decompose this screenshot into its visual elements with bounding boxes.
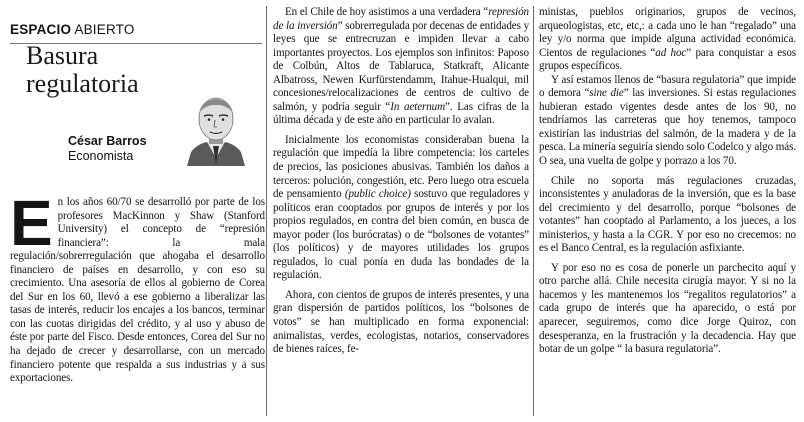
col2-paragraph-2 [273,134,529,283]
col3-p2-b: ” las inversiones. Si estas regulaciones hubieran estado vigentes desde antes de los 90, no tendríamos las carreteras que hoy tenemos, tampoco existirían las industrias del salmón, de la madera y de la pesca. La minería seguiría siendo solo Codelco y algo más. O sea, una vuelta de golpe y porrazo a los 70. [539,87,796,168]
col3-paragraph-3: Chile no soporta más regulaciones cruzadas, inconsistentes y anuladoras de la inversión, que es la base del crecimiento y del desarrollo, porque “bolsones de votantes” han cooptado al Parlamento, a los jueces, a los ministerios, y hasta a la CGR. Y por eso no crecemos: no es el Banco Central, es la regulación asfixiante. [539,174,796,255]
col3-p1-em: ad hoc [655,46,687,59]
section-label-rest: ABIERTO [71,22,135,37]
col3-p1-b: ” para conquistar a esos grupos específicos. [539,46,796,73]
col3-paragraph-2 [539,74,796,169]
col3-p1-a: ministas, pueblos originarios, grupos de vecinos, arqueologistas, etc, etc,: a cada uno le han “regalado” una ley y/o norma que impide alguna actividad económica. Cientos de regulaciones “ [539,6,796,59]
col2-p1-c: ”. Las cifras de la última década y de este año en particular lo avalan. [273,100,529,127]
col3-paragraph-1 [539,6,796,74]
article-column-1 [10,187,265,386]
col3-p2-a: Y así estamos llenos de “basura regulatoria” que impide o demora “ [539,73,796,100]
article-column-3 [539,6,796,357]
headline-line-2: regulatoria [26,69,139,98]
col1-p1-text: n los años 60/70 se desarrolló por parte de los profesores MacKinnon y Shaw (Stanford University) el concepto de “represión financiera”: la mala regulación/sobrerregulación que ahogaba el desarrollo financiero de países en desarrollo, y con eso su crecimiento. Una asesoría de ellos al gobierno de Corea del Sur en los 60, llevó a ese gobierno a liberalizar las tasas de interés, reducir los encajes a los bancos, terminar con las cuotas dirigidas del crédito, y al uso y abuso de éste por parte del Fisco. Desde entonces, Corea del Sur no ha dejado de crecer y desarrollarse, con un mercado financiero potente que respalda a sus industrias y a sus exportaciones. [10,196,265,385]
author-name: César Barros [68,134,147,148]
col3-paragraph-4: Y por eso no es cosa de ponerle un parchecito aquí y otro parche allá. Chile necesita cirugía mayor. Y si no la hacemos y les mantenemos los “regalitos regulatorios” a cada grupo de interés que ha aparecido, o está por aparecer, seguiremos, como dice Jorge Quiroz, con desesperanza, en la frustración y la decadencia. Hay que botar de un golpe “ la basura regulatoria”. [539,261,796,356]
col2-p1-em: represión de la inversión [273,6,529,32]
col2-p1-a: En el Chile de hoy asistimos a una verdadera “ [285,6,489,18]
column-divider-2 [533,6,534,416]
author-role: Economista [68,149,134,163]
col2-p1-em2: In aeternum [390,100,446,113]
article-headline [26,42,139,98]
col2-p2-em: (public choice) [344,188,411,201]
headline-line-1: Basura [26,41,99,70]
col3-p2-em: sine die [589,87,624,100]
section-label [10,22,262,37]
column-divider-1 [266,6,267,416]
col2-paragraph-3: Ahora, con cientos de grupos de interés presentes, y una gran dispersión de partidos políticos, los “bolsones de votos” se han multiplicado en forma exponencial: animalistas, verdes, ecologistas, notarios, conservadores de bienes raíces, fe- [273,288,529,356]
section-label-bold: ESPACIO [10,22,72,37]
article-column-2 [273,6,529,357]
col2-p2-b: sostuvo que reguladores y políticos eran cooptados por grupos de interés y por los propios regulados, en contra del bien común, en busca de mayor poder (los burócratas) o de “bolsones de votantes” (los políticos) y de mayores utilidades los grupos regulados, lo cual ponía en duda las bondades de la regulación. [273,188,530,282]
author-photo [185,92,247,166]
col2-p2-a: Inicialmente los economistas consideraban buena la regulación que impedía la libre competencia: los carteles de precios, las posiciones abusivas. También los daños a terceros: polución, congestión, etc. Pero luego otra escuela de pensamiento [273,133,529,201]
col2-paragraph-1 [273,6,529,128]
drop-cap: E [10,187,53,259]
col2-p1-b: ” sobrerregulada por decenas de entidades y leyes que se entrecruzan e impiden llevar a cabo importantes proyectos. Los ejemplos son infinitos: Paposo de Colbún, Altos de Tablaruca, Statkraft, Alicante Albatross, Newen Kurfürstendamm, Itahue-Hualqui, mil concesiones/relocalizaciones de centros de cultivo de salmón, y podría seguir “ [273,19,530,113]
col1-paragraph-1 [10,187,265,386]
